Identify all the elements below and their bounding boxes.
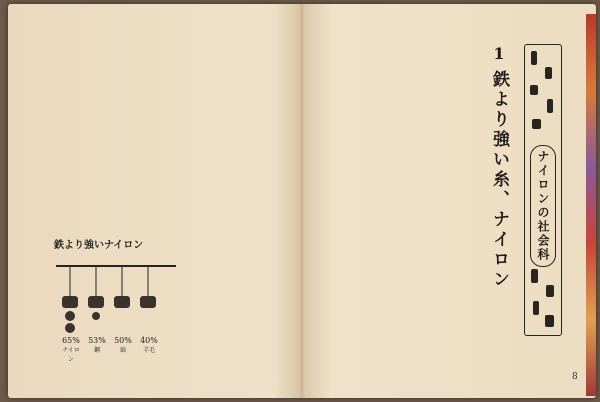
open-book bbox=[8, 4, 596, 398]
figure-icon bbox=[530, 85, 538, 95]
figure-icon bbox=[546, 285, 554, 297]
figure-icon bbox=[545, 315, 554, 327]
banner-figures-top bbox=[527, 49, 559, 141]
figure-icon bbox=[545, 67, 552, 79]
figure-icon bbox=[547, 99, 553, 113]
chapter-title: 鉄より強い糸、ナイロン bbox=[489, 70, 509, 290]
weight-label: 50% 綿 bbox=[114, 336, 132, 354]
figure-icon bbox=[531, 269, 538, 283]
page-number: 8 bbox=[572, 372, 578, 382]
illustration-title: 鉄より強いナイロン bbox=[54, 240, 144, 251]
figure-icon bbox=[531, 51, 537, 65]
figure-icon bbox=[532, 119, 541, 129]
right-page bbox=[302, 4, 596, 398]
weight-labels bbox=[54, 336, 174, 363]
weight-label: 53% 鋼 bbox=[88, 336, 106, 354]
figure-icon bbox=[533, 301, 539, 315]
strength-illustration bbox=[36, 236, 184, 364]
series-label: ナイロンの社会科 bbox=[530, 145, 556, 267]
weight-label: 40% 羊毛 bbox=[140, 336, 158, 354]
left-page bbox=[8, 4, 302, 398]
weight-label: 65% ナイロン bbox=[62, 336, 80, 363]
series-banner bbox=[524, 44, 562, 336]
chapter-number: 1 bbox=[493, 44, 505, 63]
banner-figures-bottom bbox=[527, 269, 559, 331]
